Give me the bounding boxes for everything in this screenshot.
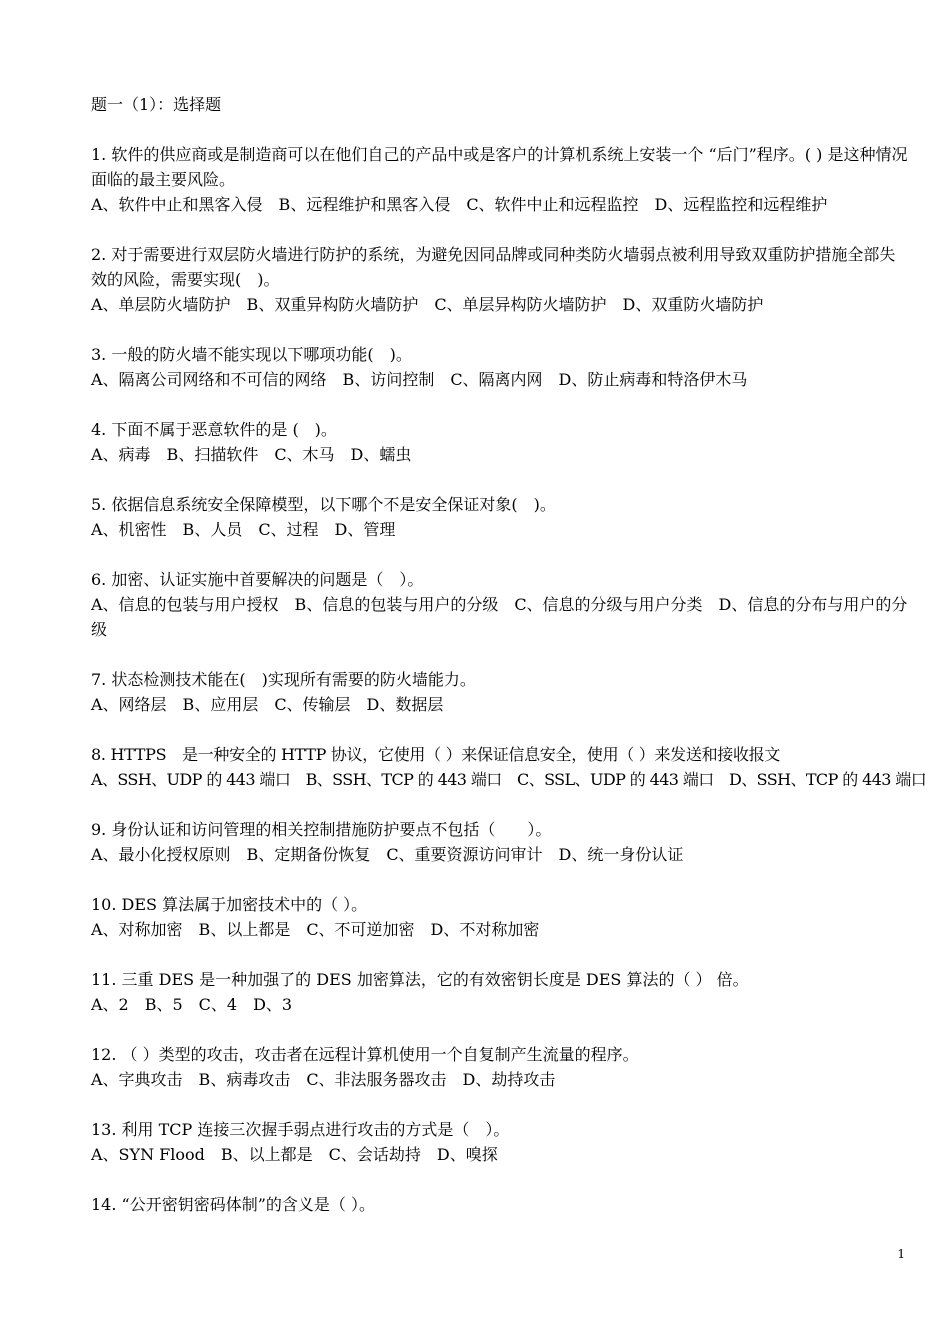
question-options: A、单层防火墙防护 B、双重异构防火墙防护 C、单层异构防火墙防护 D、双重防火墙防护 xyxy=(91,295,764,314)
question-text: 14. “公开密钥密码体制”的含义是（ ）。 xyxy=(91,1195,375,1214)
question-text: 5. 依据信息系统安全保障模型，以下哪个不是安全保证对象( )。 xyxy=(91,495,556,514)
question-options: A、对称加密 B、以上都是 C、不可逆加密 D、不对称加密 xyxy=(91,920,540,939)
question-options: A、软件中止和黑客入侵 B、远程维护和黑客入侵 C、软件中止和远程监控 D、远程监控和远程维护 xyxy=(91,195,828,214)
question-text: 13. 利用 TCP 连接三次握手弱点进行攻击的方式是（ ）。 xyxy=(91,1120,510,1139)
question-10 xyxy=(91,892,909,942)
question-5 xyxy=(91,492,909,542)
question-7 xyxy=(91,667,909,717)
question-text: 4. 下面不属于恶意软件的是 ( )。 xyxy=(91,420,337,439)
question-text: 1. 软件的供应商或是制造商可以在他们自己的产品中或是客户的计算机系统上安装一个 “后门”程序。( ) 是这种情况面临的最主要风险。 xyxy=(91,145,908,189)
question-text: 3. 一般的防火墙不能实现以下哪项功能( )。 xyxy=(91,345,412,364)
question-options: A、病毒 B、扫描软件 C、木马 D、蠕虫 xyxy=(91,445,412,464)
question-text: 11. 三重 DES 是一种加强了的 DES 加密算法，它的有效密钥长度是 DES 算法的（ ） 倍。 xyxy=(91,970,749,989)
question-options: A、最小化授权原则 B、定期备份恢复 C、重要资源访问审计 D、统一身份认证 xyxy=(91,845,684,864)
question-1 xyxy=(91,142,909,217)
question-text: 10. DES 算法属于加密技术中的（ ）。 xyxy=(91,895,368,914)
question-9 xyxy=(91,817,909,867)
question-options: A、网络层 B、应用层 C、传输层 D、数据层 xyxy=(91,695,444,714)
question-options: A、2 B、5 C、4 D、3 xyxy=(91,995,293,1014)
question-4 xyxy=(91,417,909,467)
question-8 xyxy=(91,742,927,792)
question-14 xyxy=(91,1192,909,1217)
document-page xyxy=(91,92,927,1242)
question-3 xyxy=(91,342,909,392)
question-text: 9. 身份认证和访问管理的相关控制措施防护要点不包括（ ）。 xyxy=(91,820,552,839)
page-number: 1 xyxy=(897,1247,905,1261)
question-text: 2. 对于需要进行双层防火墙进行防护的系统，为避免因同品牌或同种类防火墙弱点被利用导致双重防护措施全部失效的风险，需要实现( )。 xyxy=(91,245,896,289)
question-2 xyxy=(91,242,909,317)
question-text: 6. 加密、认证实施中首要解决的问题是（ ）。 xyxy=(91,570,424,589)
question-options: A、字典攻击 B、病毒攻击 C、非法服务器攻击 D、劫持攻击 xyxy=(91,1070,556,1089)
section-title: 题一（1）：选择题 xyxy=(91,95,222,114)
question-6 xyxy=(91,567,909,642)
question-options: A、隔离公司网络和不可信的网络 B、访问控制 C、隔离内网 D、防止病毒和特洛伊木马 xyxy=(91,370,748,389)
question-text: 7. 状态检测技术能在( )实现所有需要的防火墙能力。 xyxy=(91,670,476,689)
question-options: A、信息的包装与用户授权 B、信息的包装与用户的分级 C、信息的分级与用户分类 D、信息的分布与用户的分级 xyxy=(91,595,908,639)
question-options: A、SYN Flood B、以上都是 C、会话劫持 D、嗅探 xyxy=(91,1145,498,1164)
question-13 xyxy=(91,1117,909,1167)
question-11 xyxy=(91,967,909,1017)
question-12 xyxy=(91,1042,909,1092)
question-text: 12. （ ）类型的攻击，攻击者在远程计算机使用一个自复制产生流量的程序。 xyxy=(91,1045,639,1064)
question-text: 8. HTTPS 是一种安全的 HTTP 协议，它使用（ ）来保证信息安全，使用（ ）来发送和接收报文 xyxy=(91,745,781,764)
question-options: A、机密性 B、人员 C、过程 D、管理 xyxy=(91,520,396,539)
question-options: A、SSH、UDP 的 443 端口 B、SSH、TCP 的 443 端口 C、SSL、UDP 的 443 端口 D、SSH、TCP 的 443 端口 xyxy=(91,770,927,789)
